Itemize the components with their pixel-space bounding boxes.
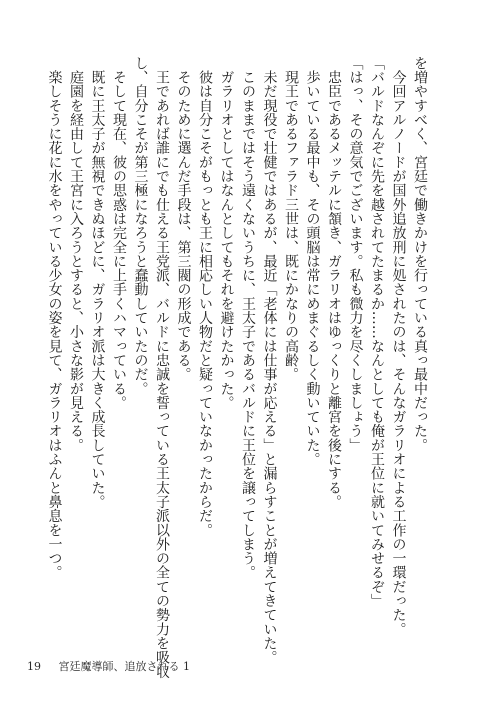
page-number: 19 <box>27 660 41 673</box>
text-line: 王であれば誰にでも仕える王党派、バルドに忠誠を誓っている王太子派以外の全ての勢力を吸収 <box>154 56 170 679</box>
text-line: を増やすべく、宮廷で働きかけを行っている真っ最中だった。 <box>412 56 428 453</box>
book-title: 宮廷魔導師、追放される 1 <box>58 660 190 673</box>
text-line: 彼は自分こそがもっとも王に相応しい人物だと疑っていなかったからだ。 <box>197 56 213 538</box>
text-line: 庭園を経由して王宮に入ろうとすると、小さな影が見える。 <box>68 56 84 453</box>
text-line: そして現在、彼の思惑は完全に上手くハマっている。 <box>111 56 127 410</box>
text-line: し、自分こそが第三極になろうと蠢動していたのだ。 <box>132 56 149 396</box>
text-line: 現王であるファラド三世は、既にかなりの高齢。 <box>283 56 299 382</box>
text-line: 「はっ、その意気でございます。私も微力を尽くしましょう」 <box>347 56 364 453</box>
text-line: 未だ現役で壮健ではあるが、最近「老体には仕事が応える」と漏らすことが増えてきていた。 <box>261 56 278 665</box>
text-line: 既に王太子が無視できぬほどに、ガラリオ派は大きく成長していた。 <box>89 56 106 509</box>
text-line: ガラリオとしてはなんとしてもそれを避けたかった。 <box>218 56 235 410</box>
text-line: 今回アルノードが国外追放刑に処されたのは、そんなガラリオによる工作の一環だった。 <box>390 56 407 637</box>
text-line: 忠臣であるメッテルに頷き、ガラリオはゆっくりと離宮を後にする。 <box>326 56 342 509</box>
page-footer <box>27 658 190 674</box>
text-line: 「バルドなんぞに先を越されてたまるか……なんとしても俺が王位に就いてみせるぞ」 <box>369 56 385 608</box>
text-line: このままではそう遠くないうちに、王太子であるバルドに王位を譲ってしまう。 <box>240 56 256 580</box>
text-line: 楽しそうに花に水をやっている少女の姿を見て、ガラリオはふんと鼻息を一つ。 <box>46 56 63 580</box>
text-line: そのために選んだ手段は、第三閥の形成である。 <box>175 56 192 382</box>
text-line: 歩いている最中も、その頭脳は常にめまぐるしく動いていた。 <box>304 56 321 467</box>
